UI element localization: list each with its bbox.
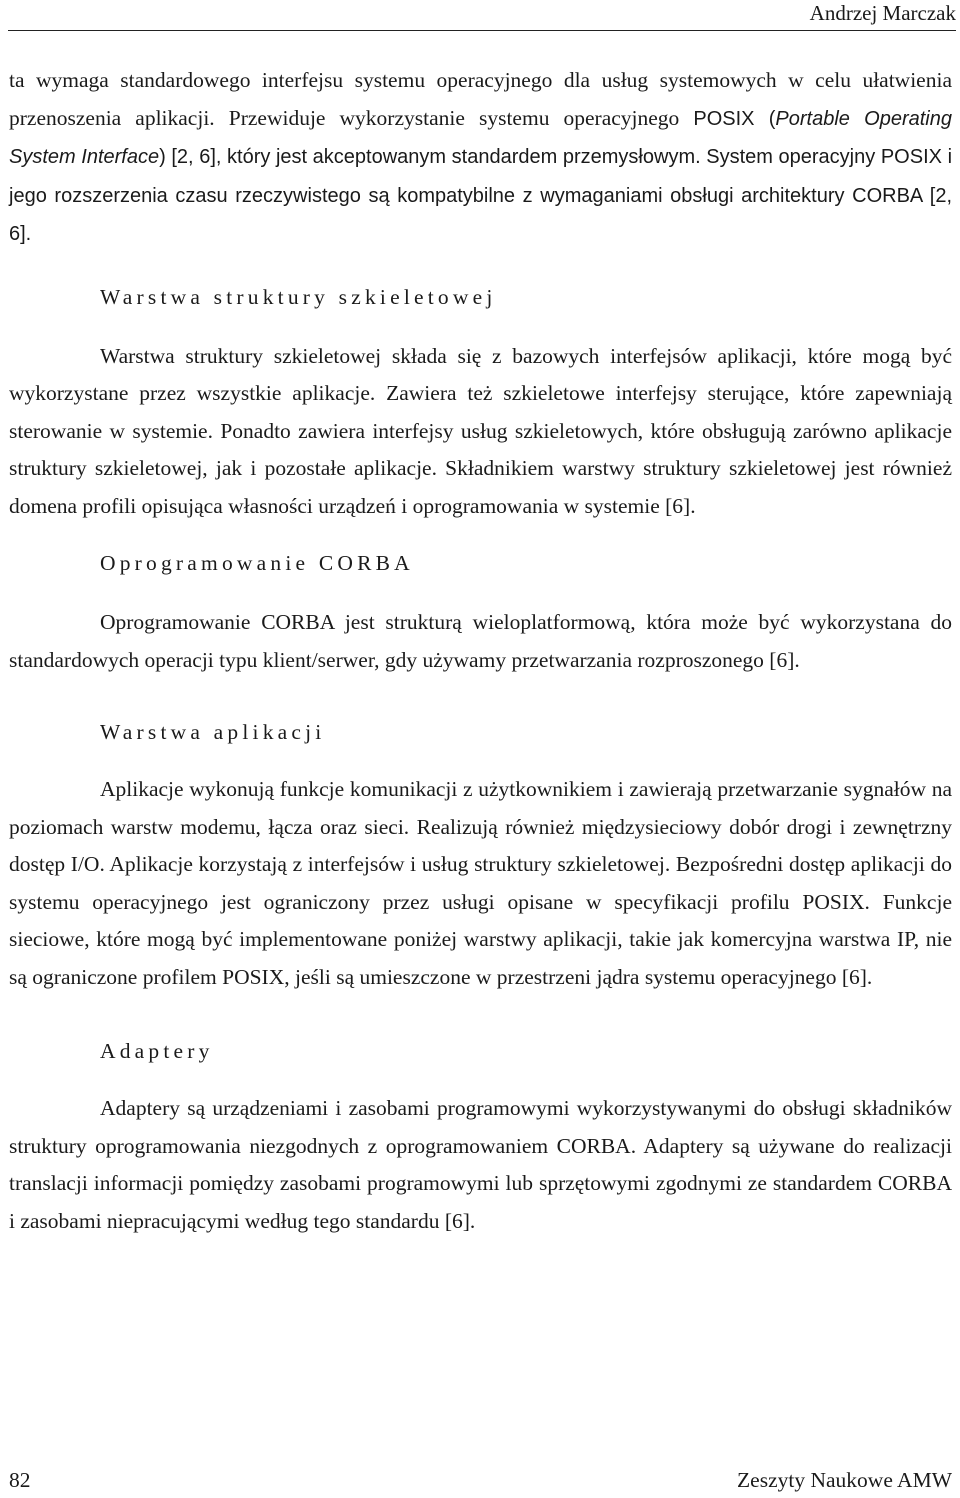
heading-oprogramowanie-corba: Oprogramowanie CORBA	[100, 551, 414, 575]
page-content	[9, 62, 952, 1240]
paragraph-adaptery: Adaptery są urządzeniami i zasobami programowymi wykorzystywanymi do obsługi składników struktury oprogramowania niezgodnych z oprogramowaniem CORBA. Adaptery są używane do realizacji translacji informacji pomiędzy zasobami programowymi lub sprzętowymi zgodnymi ze standardem CORBA i zasobami niepracującymi według tego standardu [6].	[9, 1096, 952, 1233]
heading-warstwa-struktury: Warstwa struktury szkieletowej	[100, 284, 497, 309]
header-author: Andrzej Marczak	[809, 1, 956, 25]
intro-text-2: POSIX (	[693, 107, 776, 130]
journal-name: Zeszyty Naukowe AMW	[737, 1468, 952, 1492]
paragraph-intro	[9, 62, 952, 254]
intro-text-3: ) [2, 6], który jest akceptowanym standardem przemysłowym. System operacyjny POSIX i jego rozszerzenia czasu rzeczywistego są kompatybilne z wymaganiami obsługi architektury CORBA [2, 6].	[9, 146, 953, 245]
paragraph-oprogramowanie-corba: Oprogramowanie CORBA jest strukturą wieloplatformową, która może być wykorzystana do standardowych operacji typu klient/serwer, gdy używamy przetwarzania rozproszonego [6].	[9, 610, 952, 672]
paragraph-warstwa-struktury: Warstwa struktury szkieletowej składa się z bazowych interfejsów aplikacji, które mogą być wykorzystane przez wszystkie aplikacje. Zawiera też szkieletowe interfejsy sterujące, które zapewniają sterowanie w systemie. Ponadto zawiera interfejsy usług szkieletowych, które obsługują zarówno aplikacje struktury szkieletowej, jak i pozostałe aplikacje. Składnikiem warstwy struktury szkieletowej jest również domena profili opisująca własności urządzeń i oprogramowania w systemie [6].	[9, 343, 952, 518]
paragraph-warstwa-aplikacji: Aplikacje wykonują funkcje komunikacji z użytkownikiem i zawierają przetwarzanie sygnałów na poziomach warstw modemu, łącza oraz sieci. Realizują również międzysieciowy dobór drogi i zewnętrzny dostęp I/O. Aplikacje korzystają z interfejsów i usług struktury szkieletowej. Bezpośredni dostęp aplikacji do systemu operacyjnego jest ograniczony przez usługi opisane w specyfikacji profilu POSIX. Funkcje sieciowe, które mogą być implementowane poniżej warstwy aplikacji, takie jak komercyjna warstwa IP, nie są ograniczone profilem POSIX, jeśli są umieszczone w przestrzeni jądra systemu operacyjnego [6].	[9, 777, 952, 989]
running-header	[8, 0, 956, 31]
intro-text-italic: Portable Operating System Interface	[9, 107, 952, 168]
page-number: 82	[9, 1468, 31, 1492]
intro-text-1: ta wymaga standardowego interfejsu systemu operacyjnego dla usług systemowych w celu ułatwienia przenoszenia aplikacji. Przewiduje wykorzystanie systemu operacyjnego	[9, 68, 952, 130]
heading-adaptery: Adaptery	[100, 1039, 214, 1063]
heading-warstwa-aplikacji: Warstwa aplikacji	[100, 720, 326, 744]
